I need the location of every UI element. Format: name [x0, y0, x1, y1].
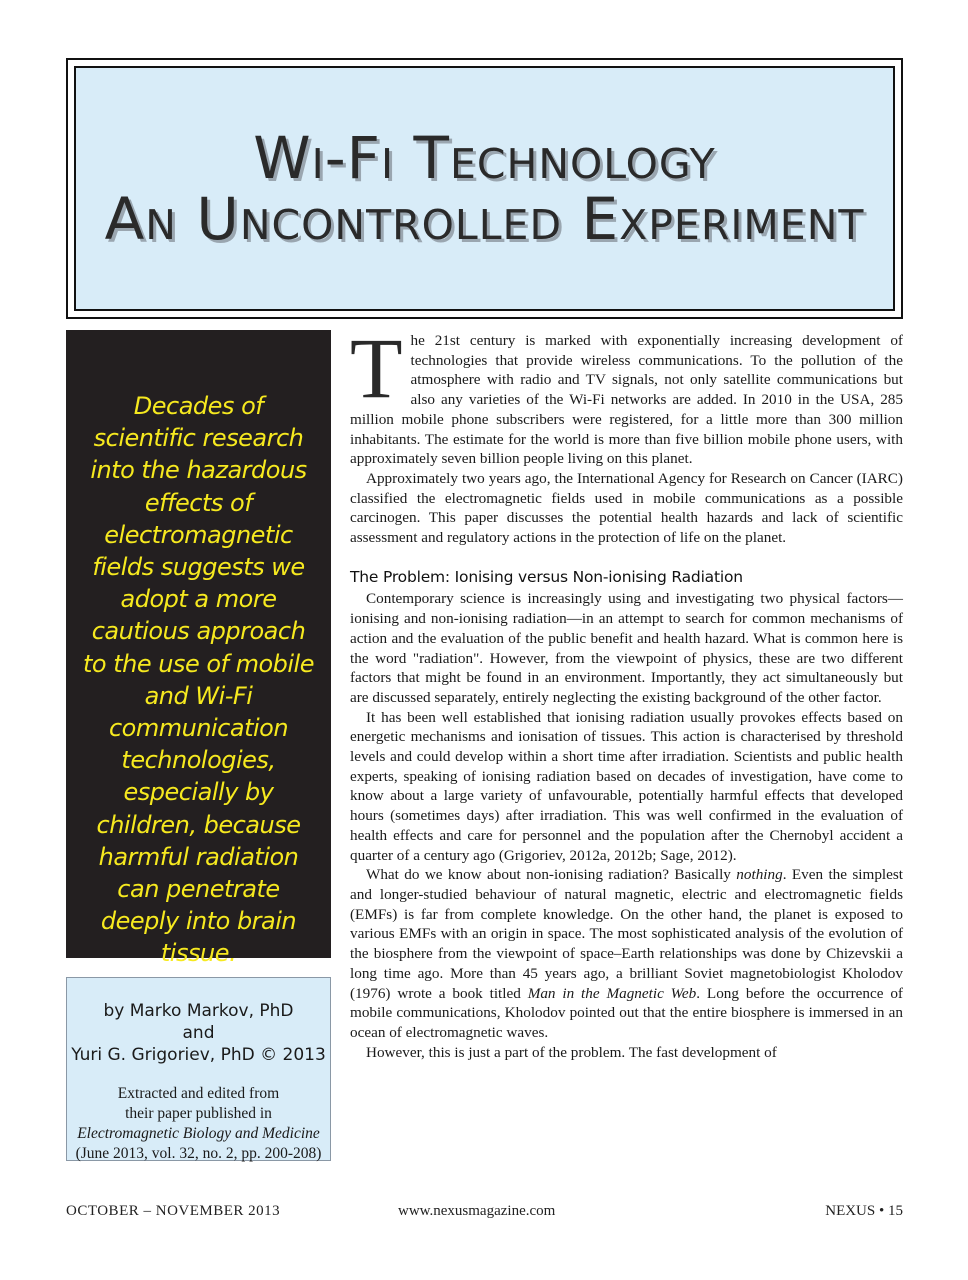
footer-issue: OCTOBER – NOVEMBER 2013	[66, 1203, 281, 1219]
pull-quote-box	[66, 330, 331, 968]
drop-cap: T	[350, 320, 403, 416]
paragraph-4: It has been well established that ionising radiation usually provokes effects based on energetic mechanisms and ionisation of tissues. This action is characterised by threshold levels and could develop within a short time after irradiation. Scientists and public health experts, speaking of ionising radiation based on decades of investigation, have come to know about a large variety of unfavourable, potentially harmful effects that developed hours (sometimes days) after irradiation. This was well confirmed in the evaluation of health effects and care for personnel and the population after the Chernobyl accident a quarter of a century ago (Grigoriev, 2012a, 2012b; Sage, 2012).	[350, 708, 903, 864]
author-2: Yuri G. Grigoriev, PhD © 2013	[71, 1045, 326, 1065]
author-1: by Marko Markov, PhD	[103, 1001, 294, 1021]
article-body	[350, 320, 904, 1062]
title-line-1: Wi-Fi Technology	[253, 123, 716, 192]
footer-page-number: NEXUS • 15	[825, 1203, 903, 1219]
title-box	[74, 66, 895, 311]
title-line-2: An Uncontrolled Experiment	[104, 184, 865, 253]
paragraph-5: What do we know about non-ionising radiation? Basically nothing. Even the simplest and longer-studied behaviour of natural magnetic, electric and electromagnetic fields (EMFs) is far from complete knowledge. On the other hand, the planet is exposed to various EMFs with an origin in space. The most sophisticated analysis of the evolution of the biosphere from the viewpoint of space–Earth relationships was done by Chizevskii a long time ago. More than 45 years ago, a brilliant Soviet magnetobiologist Kholodov (1976) wrote a book titled Man in the Magnetic Web. Long before the occurrence of mobile communications, Kholodov pointed out that the entire biosphere is immersed in an ocean of electromagnetic waves.	[350, 866, 904, 1041]
title-frame	[66, 58, 903, 319]
byline-authors	[67, 1000, 330, 1066]
footer-url: www.nexusmagazine.com	[398, 1203, 556, 1219]
page-footer	[66, 1203, 903, 1223]
source-note-line-1: Extracted and edited from	[117, 1085, 280, 1102]
paragraph-6: However, this is just a part of the problem. The fast development of	[366, 1043, 777, 1061]
paragraph-2: Approximately two years ago, the International Agency for Research on Cancer (IARC) classified the electromagnetic fields used in mobile communications as a possible carcinogen. This paper discusses the potential health hazards and lack of scientific assessment and regulatory actions in the protection of life on the planet.	[350, 469, 903, 547]
source-note-line-2: their paper published in	[125, 1105, 272, 1122]
byline-box	[66, 977, 331, 1161]
section-heading: The Problem: Ionising versus Non-ionising Radiation	[350, 567, 743, 586]
paragraph-1: The 21st century is marked with exponentially increasing development of technologies that provide wireless communications. To the pollution of the atmosphere with radio and TV signals, not only satellite communications but also any varieties of the Wi-Fi networks are added. In 2010 in the USA, 285 million mobile phone subscribers were registered, for a little more than 300 million inhabitants. The estimate for the world is more than five billion mobile phone users, with approximately seven billion people living on this planet.	[350, 320, 903, 468]
paragraph-3: Contemporary science is increasingly using and investigating two physical factors—ionising and non-ionising radiation—in an attempt to search for common mechanisms of action and the evaluation of the public benefit and health hazard. What is common here is the word "radiation". However, from the viewpoint of physics, these are two different factors that might be found in an environment. Importantly, they act simultaneously but are discussed separately, entirely neglecting the existing background of the other factor.	[350, 590, 903, 706]
author-and: and	[182, 1023, 215, 1043]
journal-name: Electromagnetic Biology and Medicine	[77, 1125, 320, 1142]
source-note	[67, 1084, 330, 1164]
pull-quote: Decades of scientific research into the hazardous effects of electromagnetic fields suggests we adopt a more cautious approach to the use of mobile and Wi-Fi communication technologies, especially by children, because harmful radiation can penetrate deeply into brain tissue.	[82, 392, 314, 968]
journal-citation: (June 2013, vol. 32, no. 2, pp. 200-208)	[75, 1145, 322, 1162]
